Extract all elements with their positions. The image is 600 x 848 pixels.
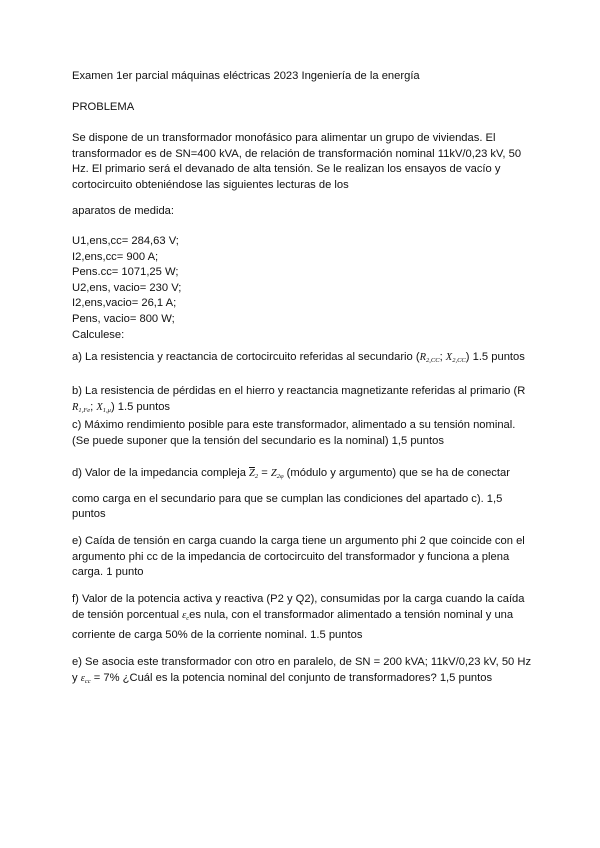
intro-continuation: aparatos de medida: [72,205,174,217]
question-g: e) Se asocia este transformador con otro en paralelo, de SN = 200 kVA; 11kV/0,23 kV, 50 Hz y εcc = 7% ¿Cuál es la potencia nominal del conjunto de transformadores? 1,5 puntos [72,656,532,685]
measurement-item: U2,ens, vacio= 230 V; [72,281,182,294]
measurement-item: I2,ens,cc= 900 A; [72,250,159,263]
question-f: f) Valor de la potencia activa y reactiva (P2 y Q2), consumidas por la carga cuando la caída de tensión porcentual εces nula, con el transformador alimentado a tensión nominal y una corriente de carga 50% de la corriente nominal. 1.5 puntos [72,593,525,642]
measurement-item: I2,ens,vacio= 26,1 A; [72,297,177,310]
question-c: c) Máximo rendimiento posible para este transformador, alimentado a su tensión nominal. (Se puede suponer que la tensión del secundario es la nominal) 1,5 puntos [72,419,516,447]
measurement-item: U1,ens,cc= 284,63 V; [72,235,179,247]
question-d: d) Valor de la impedancia compleja $\overline{Z}2 = Z2\varphi$ (módulo y argumento) que se ha de conectar como carga en el secundario para que se cumplan las condiciones del apartado c). 1,5 puntos [72,467,510,521]
question-a: a) La resistencia y reactancia de cortocircuito referidas al secundario (R2,CC; X2,CC) 1.5 puntos [72,351,525,364]
measurement-list [72,234,542,343]
measurement-item: Pens, vacio= 800 W; [72,312,175,325]
question-e: e) Caída de tensión en carga cuando la carga tiene un argumento phi 2 que coincide con el argumento phi cc de la impedancia de cortocircuito del transformador y funciona a plena carga. 1 punto [72,535,525,579]
question-b: b) La resistencia de pérdidas en el hierro y reactancia magnetizante referidas al primario (R R1,Fe; X1,μ) 1.5 puntos [72,385,526,414]
measurement-item: Pens.cc= 1071,25 W; [72,266,179,279]
calculate-label: Calculese: [72,328,125,341]
problem-heading: PROBLEMA [72,101,135,113]
doc-title: Examen 1er parcial máquinas eléctricas 2023 Ingeniería de la energía [72,70,420,82]
intro-paragraph: Se dispone de un transformador monofásico para alimentar un grupo de viviendas. El transformador es de SN=400 kVA, de relación de transformación nominal 11kV/0,23 kV, 50 Hz. El primario será el devanado de alta tensión. Se le realizan los ensayos de vacío y cortocircuito obteniéndose las siguientes lecturas de los [72,132,522,191]
